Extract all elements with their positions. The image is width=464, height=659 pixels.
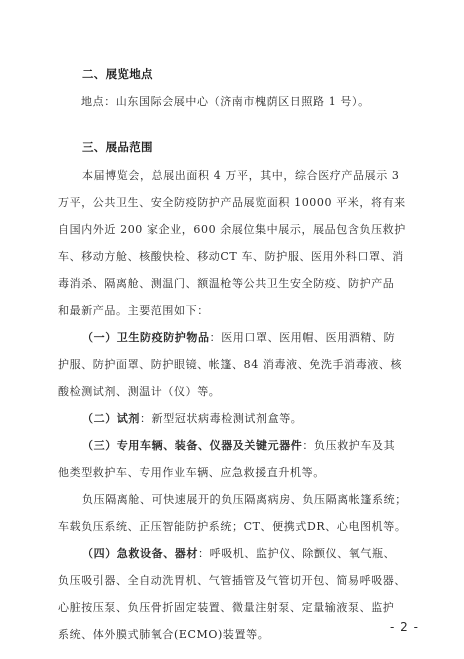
item-label: （四）急救设备、器材 — [82, 547, 198, 560]
item-label: （二）试剂 — [82, 412, 140, 425]
paragraph-line: 自国内外近 200 家企业，600 余展位集中展示，展品包含负压救护 — [58, 223, 406, 236]
item-reagents — [82, 410, 302, 426]
item-protective-supplies — [82, 329, 395, 345]
paragraph-line: 和最新产品。主要范围如下： — [58, 304, 209, 317]
paragraph-line: 他类型救护车、专用作业车辆、应急救援直升机等。 — [58, 466, 325, 479]
item-label: （一）卫生防疫防护物品 — [82, 331, 210, 344]
item-special-vehicles — [82, 437, 395, 453]
section-heading-exhibit-scope: 三、展品范围 — [82, 140, 153, 154]
item-emergency-equipment — [82, 545, 395, 561]
item-text: ：呼吸机、监护仪、除颤仪、氧气瓶、 — [198, 547, 396, 560]
venue-text: 地点：山东国际会展中心（济南市槐荫区日照路 1 号）。 — [81, 95, 370, 108]
paragraph-line: 负压吸引器、全自动洗胃机、气管插管及气管切开包、简易呼吸器、 — [58, 574, 406, 587]
item-text: ：新型冠状病毒检测试剂盒等。 — [140, 412, 303, 425]
paragraph-line: 车、移动方舱、核酸快检、移动CT 车、防护服、医用外科口罩、消 — [58, 250, 404, 263]
item-text: ：负压救护车及其 — [302, 439, 396, 452]
paragraph-line: 系统、体外膜式肺氧合(ECMO)装置等。 — [58, 628, 270, 641]
paragraph-line: 酸检测试剂、测温计（仪）等。 — [58, 385, 221, 398]
paragraph-line: 护服、防护面罩、防护眼镜、帐篷、84 消毒液、免洗手消毒液、核 — [58, 358, 403, 371]
page-number: - 2 - — [390, 620, 419, 634]
item-label: （三）专用车辆、装备、仪器及关键元器件 — [82, 439, 303, 452]
paragraph-line: 万平，公共卫生、安全防疫防护产品展览面积 10000 平米，将有来 — [58, 196, 406, 209]
paragraph-line: 心脏按压泵、负压骨折固定装置、微量注射泵、定量输液泵、监护 — [58, 601, 395, 614]
paragraph-line: 毒消杀、隔离舱、测温门、额温枪等公共卫生安全防疫、防护产品 — [58, 277, 395, 290]
paragraph-line: 车载负压系统、正压智能防护系统；CT、便携式DR、心电图机等。 — [58, 520, 407, 533]
item-text: ：医用口罩、医用帽、医用酒精、防 — [209, 331, 396, 344]
section-heading-venue: 二、展览地点 — [82, 67, 153, 81]
paragraph-line: 本届博览会，总展出面积 4 万平，其中，综合医疗产品展示 3 — [82, 169, 400, 182]
paragraph-line: 负压隔离舱、可快速展开的负压隔离病房、负压隔离帐篷系统； — [82, 493, 407, 506]
